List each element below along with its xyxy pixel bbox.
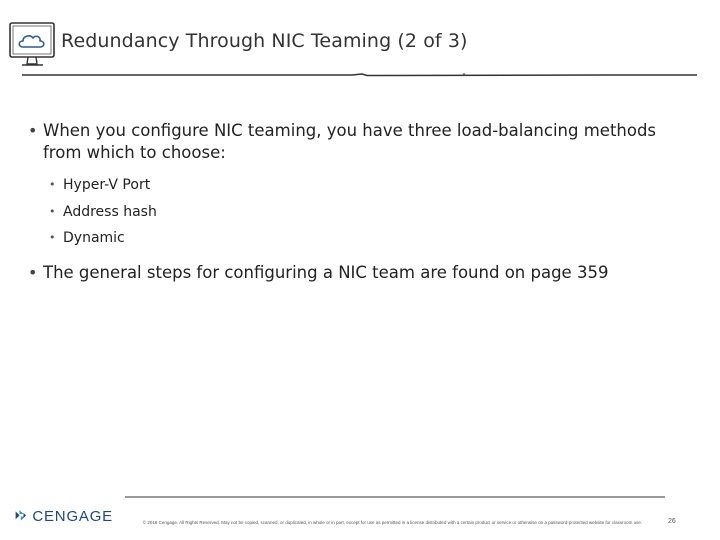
bullet-dot-icon: • bbox=[49, 231, 56, 244]
sub-bullet-item bbox=[49, 199, 698, 226]
bullet-dot-icon: • bbox=[28, 262, 38, 282]
bullet-item bbox=[28, 120, 698, 164]
sub-bullet-text: Address hash bbox=[63, 203, 157, 220]
page-number: 26 bbox=[668, 518, 676, 525]
title-divider bbox=[22, 70, 697, 80]
slide-body bbox=[28, 120, 698, 284]
bullet-dot-icon: • bbox=[49, 204, 56, 218]
cengage-wordmark: CENGAGE bbox=[32, 507, 113, 525]
sub-bullet-text: Hyper-V Port bbox=[63, 177, 151, 193]
bullet-item bbox=[28, 262, 698, 284]
copyright-notice: © 2018 Cengage. All Rights Reserved. May not be copied, scanned, or duplicated, in whole or in part, except for use as permitted in a license distributed with a certain product or service or otherwise on a password-protected website for classroom use. bbox=[142, 520, 643, 525]
bullet-dot-icon: • bbox=[28, 121, 38, 140]
sub-bullet-item bbox=[49, 172, 698, 199]
footer-divider bbox=[125, 494, 665, 500]
sub-bullet-list bbox=[28, 172, 698, 252]
cengage-logo bbox=[13, 503, 113, 529]
bullet-text: When you configure NIC teaming, you have three load-balancing methods from which to choose: bbox=[43, 121, 657, 162]
bullet-dot-icon: • bbox=[49, 178, 56, 191]
sub-bullet-item bbox=[49, 225, 698, 252]
monitor-cloud-icon bbox=[6, 20, 58, 74]
cengage-logo-icon bbox=[13, 505, 27, 527]
bullet-text: The general steps for configuring a NIC team are found on page 359 bbox=[43, 262, 609, 282]
slide-title: Redundancy Through NIC Teaming (2 of 3) bbox=[61, 30, 468, 52]
sub-bullet-text: Dynamic bbox=[63, 230, 125, 246]
